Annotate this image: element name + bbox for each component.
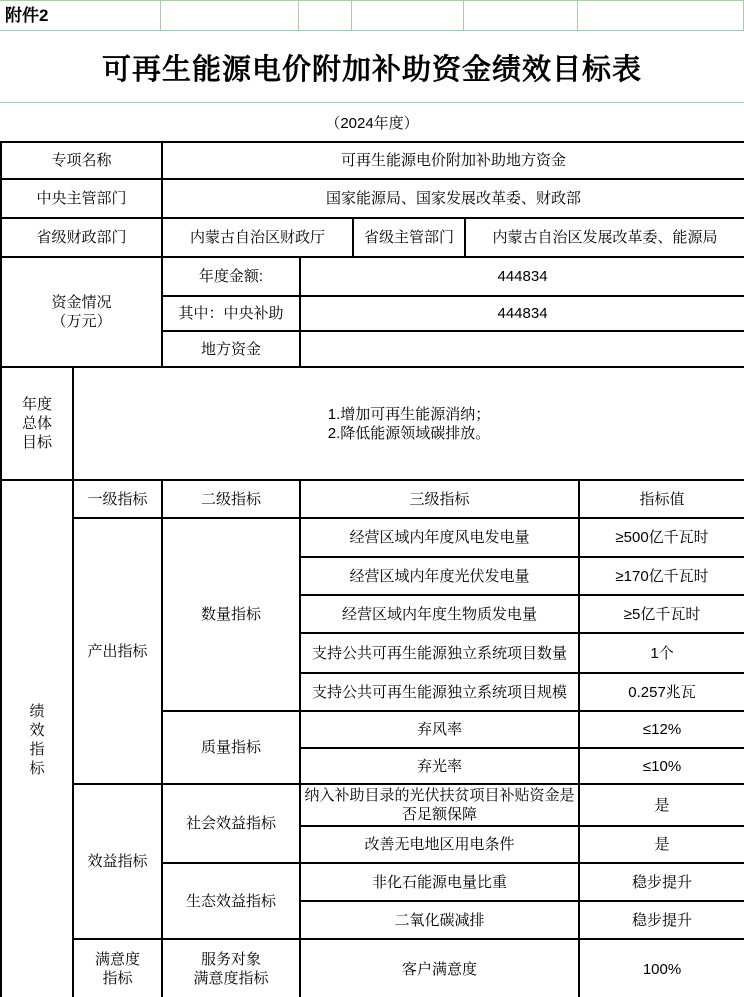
annual-goal-label: 年度 总体 目标	[1, 367, 73, 480]
funding-local-label: 地方资金	[162, 331, 300, 367]
header-value: 指标值	[579, 480, 744, 518]
provincial-dept-label: 省级主管部门	[353, 218, 465, 257]
perf-l3: 二氧化碳减排	[300, 901, 579, 939]
funding-local-value	[300, 331, 744, 367]
perf-value: 0.257兆瓦	[579, 673, 744, 711]
perf-l2-service: 服务对象 满意度指标	[162, 939, 300, 997]
year-label: （2024年度）	[325, 114, 419, 132]
year-row	[0, 104, 744, 140]
perf-value: ≥500亿千瓦时	[579, 518, 744, 557]
perf-value: ≥5亿千瓦时	[579, 595, 744, 633]
perf-value: 是	[579, 826, 744, 863]
header-level3: 三级指标	[300, 480, 579, 518]
table-row	[1, 142, 744, 179]
provincial-dept-value: 内蒙古自治区发展改革委、能源局	[465, 218, 744, 257]
perf-l2-social: 社会效益指标	[162, 784, 300, 863]
table-row	[1, 480, 744, 518]
perf-l3: 支持公共可再生能源独立系统项目规模	[300, 673, 579, 711]
table-row	[1, 784, 744, 826]
performance-target-table	[0, 141, 744, 997]
perf-value: 稳步提升	[579, 863, 744, 901]
perf-l3: 经营区域内年度风电发电量	[300, 518, 579, 557]
provincial-finance-value: 内蒙古自治区财政厅	[162, 218, 353, 257]
perf-l3: 经营区域内年度生物质发电量	[300, 595, 579, 633]
empty-cell	[464, 1, 578, 30]
perf-section-label: 绩 效 指 标	[1, 480, 73, 997]
funding-section-label: 资金情况 （万元）	[1, 257, 162, 367]
central-dept-value: 国家能源局、国家发展改革委、财政部	[162, 179, 744, 218]
project-name-value: 可再生能源电价附加补助地方资金	[162, 142, 744, 179]
perf-l1-satisfaction: 满意度 指标	[73, 939, 162, 997]
perf-l2-ecological: 生态效益指标	[162, 863, 300, 939]
table-row	[1, 179, 744, 218]
perf-l3: 支持公共可再生能源独立系统项目数量	[300, 633, 579, 673]
perf-l3: 弃风率	[300, 711, 579, 748]
perf-value: ≥170亿千瓦时	[579, 557, 744, 595]
annual-goal-content: 1.增加可再生能源消纳； 2.降低能源领域碳排放。	[73, 367, 744, 480]
table-row	[1, 367, 744, 480]
perf-value: ≤12%	[579, 711, 744, 748]
funding-annual-label: 年度金额:	[162, 257, 300, 296]
perf-l3: 改善无电地区用电条件	[300, 826, 579, 863]
project-name-label: 专项名称	[1, 142, 162, 179]
perf-l2-quality: 质量指标	[162, 711, 300, 784]
empty-cell	[161, 1, 299, 30]
header-level2: 二级指标	[162, 480, 300, 518]
perf-l1-output: 产出指标	[73, 518, 162, 784]
table-row	[1, 939, 744, 997]
perf-value: ≤10%	[579, 748, 744, 784]
page-title: 可再生能源电价附加补助资金绩效目标表	[101, 53, 642, 86]
perf-l3: 非化石能源电量比重	[300, 863, 579, 901]
empty-cell	[352, 1, 464, 30]
perf-value: 1个	[579, 633, 744, 673]
provincial-finance-label: 省级财政部门	[1, 218, 162, 257]
empty-cell	[578, 1, 744, 30]
perf-l2-quantity: 数量指标	[162, 518, 300, 711]
funding-central-value: 444834	[300, 296, 744, 331]
perf-l1-benefit: 效益指标	[73, 784, 162, 939]
attachment-label: 附件2	[0, 1, 161, 30]
perf-value: 是	[579, 784, 744, 826]
title-row	[0, 32, 744, 103]
header-level1: 一级指标	[73, 480, 162, 518]
funding-annual-value: 444834	[300, 257, 744, 296]
perf-l3: 弃光率	[300, 748, 579, 784]
table-row	[1, 518, 744, 557]
table-row	[1, 218, 744, 257]
funding-central-label: 其中：中央补助	[162, 296, 300, 331]
perf-value: 100%	[579, 939, 744, 997]
perf-l3: 纳入补助目录的光伏扶贫项目补贴资金是 否足额保障	[300, 784, 579, 826]
empty-cell	[299, 1, 352, 30]
perf-l3: 客户满意度	[300, 939, 579, 997]
perf-value: 稳步提升	[579, 901, 744, 939]
spreadsheet-top-row	[0, 0, 744, 31]
perf-l3: 经营区域内年度光伏发电量	[300, 557, 579, 595]
central-dept-label: 中央主管部门	[1, 179, 162, 218]
table-row	[1, 257, 744, 296]
